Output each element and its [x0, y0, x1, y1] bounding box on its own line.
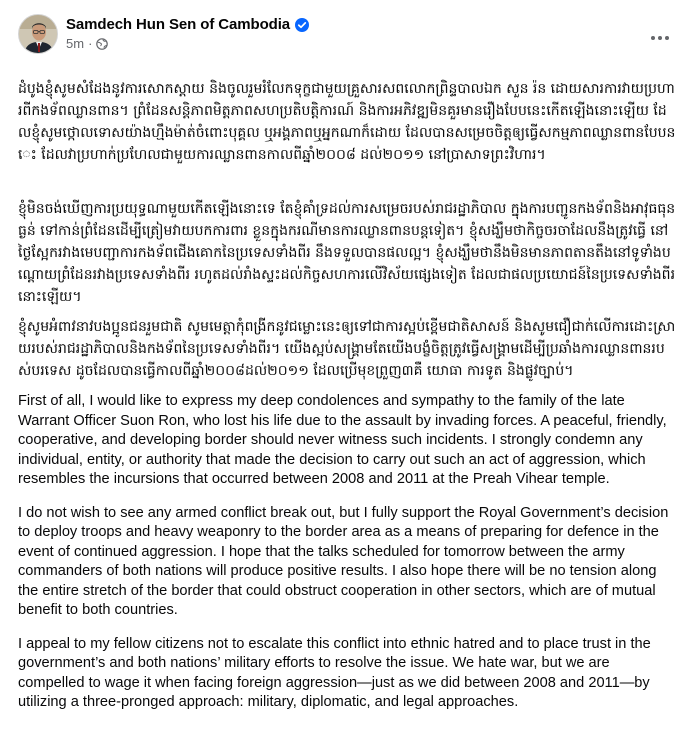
more-options-icon[interactable]: [645, 26, 675, 50]
post-body: [18, 78, 677, 713]
verified-badge-icon: [295, 18, 309, 32]
khmer-paragraph-3: ខ្ញុំសូមអំពាវនាវបងប្អូនជនរួមជាតិ សូមមេត្តាកុំពង្រីកនូវជម្លោះនេះឲ្យទៅជាការស្អប់ខ្ពើមជាតិសាសន៍ និងសូមជឿជាក់លើការដោះស្រាយរបស់រាជរដ្ឋាភិបាលនិងកងទ័ពនៃប្រទេសទាំងពីរ។ យើងស្អប់សង្គ្រាមតែយើងបង្ខំចិត្តត្រូវធ្វើសង្គ្រាមដើម្បីប្រឆាំងការឈ្លានពានរបស់បរទេស ដូចដែលបានធ្វើកាលពីឆ្នាំ២០០៨ដល់២០១១ ដែលប្រើមុខព្រួញ៣គឺ យោធា ការទូត និងផ្លូវច្បាប់។: [18, 319, 676, 379]
post-timestamp[interactable]: 5m: [66, 36, 85, 51]
author-avatar[interactable]: [18, 14, 58, 54]
globe-icon[interactable]: [96, 38, 108, 50]
avatar-portrait-icon: [19, 15, 58, 54]
author-name[interactable]: Samdech Hun Sen of Cambodia: [66, 16, 290, 33]
english-paragraph-2: I do not wish to see any armed conflict break out, but I fully support the Royal Government’s decision to deploy troops and heavy weaponry to the border area as a means of preparing for defence in the event of continued aggression. I hope that the talks scheduled for tomorrow between the army commanders of both nations will produce positive results. I also hope there will be no tension along the entire stretch of the border that could obstruct cooperation in other sectors, which are of mutual benefit to both countries.: [18, 504, 669, 618]
english-paragraph-1: First of all, I would like to express my deep condolences and sympathy to the family of the late Warrant Officer Suon Ron, who lost his life due to the assault by invading forces. A peaceful, friendly, cooperative, and developing border should never witness such incidents. I strongly condemn any individual, entity, or authority that made the decision to carry out such an act of aggression, which resembles the incursions that occurred between 2008 and 2011 at the Preah Vihear temple.: [18, 393, 667, 487]
khmer-paragraph-2: ខ្ញុំមិនចង់ឃើញការប្រយុទ្ធណាមួយកើតឡើងនោះទេ តែខ្ញុំគាំទ្រដល់ការសម្រេចរបស់រាជរដ្ឋាភិបាល ក្នុងការបញ្ជូនកងទ័ពនិងអាវុធធុនធ្ងន់ ទៅកាន់ព្រំដែនដើម្បីត្រៀមវាយបកការពារ ខ្លួនក្នុងករណីមានការឈ្លានពានបន្តទៀត។ ខ្ញុំសង្ឃឹមថាកិច្ចចរចាដែលនឹងត្រូវធ្វើ នៅថ្ងៃស្អែករវាងមេបញ្ជាការកងទ័ពជើងគោកនៃប្រទេសទាំងពីរ នឹងទទួលបានផលល្អ។ ខ្ញុំសង្ឃឹមថានឹងមិនមានភាពតានតឹងនៅទូទាំងបណ្ដោយព្រំដែនរវាងប្រទេសទាំងពីរ រហូតដល់រាំងស្ទះដល់កិច្ចសហការលើវិស័យផ្សេងទៀត ដែលជាផលប្រយោជន៍នៃប្រទេសទាំងពីរនោះឡើយ។: [18, 201, 676, 305]
meta-separator: ·: [88, 36, 93, 51]
post-meta: [66, 36, 309, 51]
english-paragraph-3: I appeal to my fellow citizens not to escalate this conflict into ethnic hatred and to place trust in the government’s and both nations’ military efforts to resolve the issue. We hate war, but we are compelled to wage it when facing foreign aggression—just as we did between 2008 and 2011—by utilizing a three-pronged approach: military, diplomatic, and legal approaches.: [18, 635, 651, 710]
post-header: [18, 14, 677, 64]
khmer-paragraph-1: ដំបូងខ្ញុំសូមសំដែងនូវការសោកស្ដាយ និងចូលរួមរំលែកទុក្ខជាមួយគ្រួសារសពលោកព្រិន្ទបាលឯក សួន រ៉ន ដោយសារការវាយប្រហារពីកងទ័ពឈ្លានពាន។ ព្រំដែនសន្តិភាពមិត្តភាពសហប្រតិបត្តិការណ៍ និងការអភិវឌ្ឍមិនគួរមានរឿងបែបនេះកើតឡើងនោះឡើយ ដែលខ្ញុំសូមថ្កោលទោសយ៉ាងហ្មឹងម៉ាត់ចំពោះបុគ្គល ឬអង្គភាពឬអ្នកណាក៏ដោយ ដែលបានសម្រេចចិត្តឲ្យធ្វើសកម្មភាពឈ្លានពានបែបនេះ ដែលវាប្រហាក់ប្រហែលជាមួយការឈ្លានពានកាលពីឆ្នាំ២០០៨ ដល់២០១១ នៅប្រាសាទព្រះវិហារ។: [18, 81, 676, 163]
